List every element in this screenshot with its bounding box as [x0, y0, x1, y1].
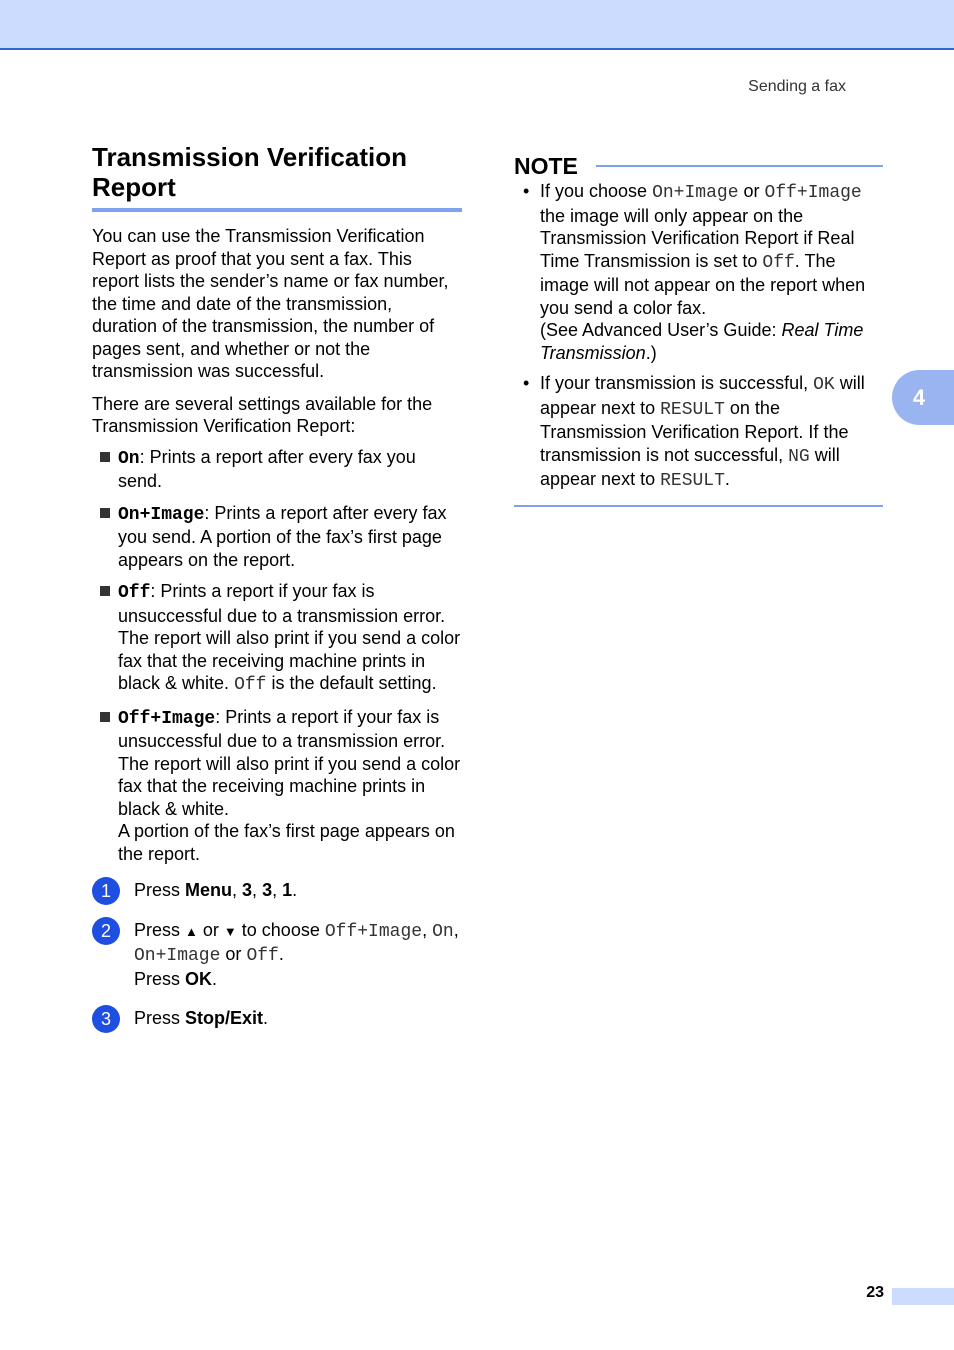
- option-code: On+Image: [652, 183, 739, 203]
- note-title: NOTE: [514, 152, 578, 179]
- stop-exit-key: Stop/Exit: [185, 1008, 264, 1028]
- step-text: .: [278, 944, 284, 964]
- status-code: OK: [813, 375, 835, 395]
- step-text: .: [263, 1008, 269, 1028]
- footer-band: [892, 1288, 954, 1305]
- list-item: [92, 706, 462, 866]
- step-text: ,: [422, 919, 433, 940]
- up-arrow-icon: ▲: [185, 923, 198, 939]
- status-code: RESULT: [660, 471, 725, 491]
- note-rule: [596, 165, 883, 167]
- bullet-dot-icon: •: [523, 181, 530, 201]
- page-number: 23: [866, 1284, 884, 1301]
- step-text: ,: [453, 919, 459, 940]
- step-text: Press: [134, 919, 186, 940]
- step-text: to choose: [236, 919, 325, 940]
- setting-code: On: [118, 448, 140, 469]
- key-3: 3: [242, 880, 253, 900]
- bullet-dot-icon: •: [523, 373, 530, 393]
- note-text: will appear next to: [540, 444, 840, 489]
- step-text: or: [220, 944, 247, 964]
- square-bullet-icon: [100, 508, 110, 518]
- status-code: RESULT: [660, 399, 725, 420]
- main-column: [92, 142, 462, 1047]
- settings-list: [92, 446, 462, 866]
- step-text: ,: [272, 880, 283, 900]
- note-list: [514, 180, 883, 493]
- settings-intro: There are several settings available for the Transmission Verification Report:: [92, 393, 433, 436]
- note-text: will appear next to: [540, 373, 865, 418]
- note-bottom-rule: [514, 505, 883, 507]
- square-bullet-icon: [100, 452, 110, 462]
- step-number-icon: 3: [92, 1005, 120, 1033]
- step-text: Press: [134, 1008, 186, 1028]
- setting-text: : Prints a report if your fax is unsuccessful due to a transmission error. The report will also print if you send a color fax that the receiving machine prints in black & white.: [118, 581, 461, 693]
- step-text: ,: [232, 880, 243, 900]
- step-number-icon: 1: [92, 877, 120, 905]
- step-text: Press: [134, 968, 186, 989]
- square-bullet-icon: [100, 712, 110, 722]
- key-1: 1: [282, 880, 293, 900]
- guide-reference: Real Time Transmission: [540, 320, 864, 363]
- running-head: Sending a fax: [748, 78, 846, 95]
- list-item: [92, 446, 462, 493]
- intro-paragraph: You can use the Transmission Verification Report as proof that you sent a fax. This report lists the sender’s name or fax number, the time and date of the transmission, duration of the transmission, the number of pages sent, and whether or not the transmission was successful.: [92, 226, 449, 381]
- key-3: 3: [262, 880, 273, 900]
- step-1: [92, 879, 462, 902]
- list-item: [514, 372, 883, 493]
- step-text: or: [197, 919, 224, 940]
- option-code: Off: [246, 946, 279, 966]
- menu-key: Menu: [185, 880, 233, 900]
- note-text: If your transmission is successful,: [540, 373, 814, 393]
- setting-text: : Prints a report after every fax you send.: [118, 446, 416, 491]
- square-bullet-icon: [100, 586, 110, 596]
- setting-text: : Prints a report if your fax is unsuccessful due to a transmission error. The report will also print if you send a color fax that the receiving machine prints in black & white.: [118, 706, 461, 819]
- note-text: .: [724, 469, 730, 489]
- note-header: [514, 152, 883, 180]
- note-text: the image will only appear on the Transmission Verification Report if Real Time Transmission is set to: [540, 205, 855, 271]
- option-code: Off: [762, 252, 795, 273]
- note-text: or: [738, 181, 765, 201]
- setting-text-2: is the default setting.: [266, 673, 437, 693]
- option-code: On: [432, 921, 454, 942]
- setting-code: On+Image: [118, 504, 205, 525]
- list-item: [514, 180, 883, 364]
- section-title: [92, 142, 462, 212]
- steps: [92, 879, 462, 1030]
- header-band: [0, 0, 954, 50]
- setting-text: : Prints a report after every fax you send. A portion of the fax’s first page appears on the report.: [118, 502, 447, 570]
- setting-code: Off+Image: [118, 708, 216, 729]
- setting-text-2: A portion of the fax’s first page appears on the report.: [118, 821, 455, 864]
- list-item: [92, 502, 462, 572]
- note-text: on the Transmission Verification Report. If the transmission is not successful,: [540, 397, 849, 465]
- step-text: Press: [134, 880, 186, 900]
- step-text: .: [212, 968, 218, 989]
- setting-code: Off: [118, 583, 151, 603]
- title-line-2: Report: [92, 172, 176, 202]
- step-text: ,: [252, 880, 263, 900]
- status-code: NG: [788, 446, 810, 467]
- default-code: Off: [234, 675, 267, 695]
- step-number-icon: 2: [92, 917, 120, 945]
- note-box: [514, 152, 883, 507]
- option-code: Off+Image: [764, 183, 862, 203]
- step-text: .: [292, 880, 298, 900]
- title-line-1: Transmission Verification: [92, 142, 407, 172]
- note-text: If you choose: [540, 181, 653, 201]
- note-text: .): [645, 342, 657, 363]
- option-code: On+Image: [134, 946, 221, 966]
- step-2: [92, 919, 462, 991]
- note-text: . The image will not appear on the report when you send a color fax.: [540, 250, 866, 318]
- note-text: (See Advanced User’s Guide:: [540, 320, 782, 340]
- chapter-tab[interactable]: 4: [892, 370, 954, 425]
- option-code: Off+Image: [324, 921, 423, 942]
- ok-key: OK: [185, 968, 213, 989]
- list-item: [92, 580, 462, 697]
- step-3: [92, 1007, 462, 1030]
- down-arrow-icon: ▼: [223, 923, 237, 939]
